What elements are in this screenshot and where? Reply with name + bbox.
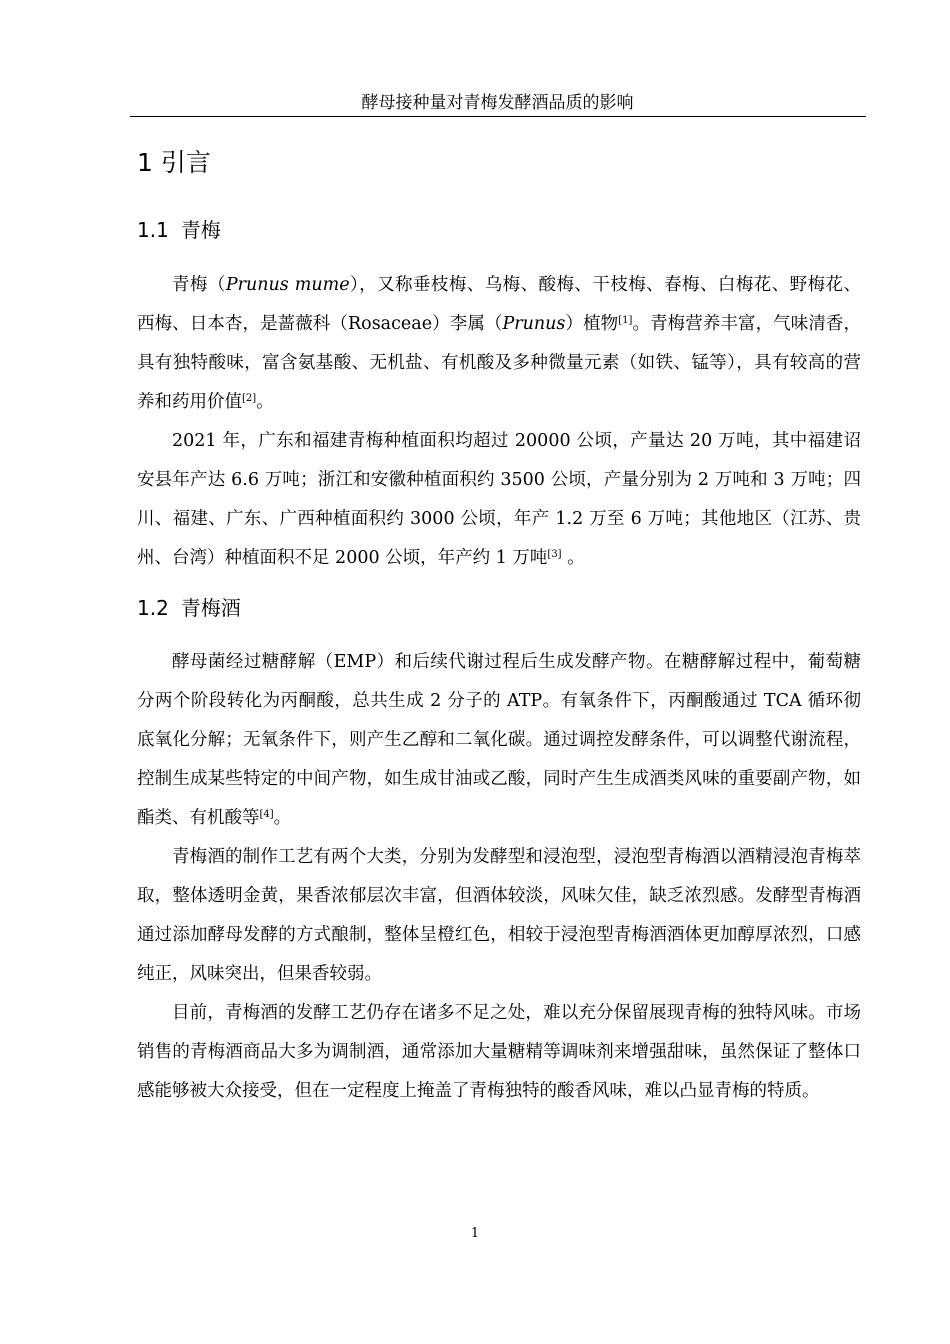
paragraph-wine-types: 青梅酒的制作工艺有两个大类，分别为发酵型和浸泡型，浸泡型青梅酒以酒精浸泡青梅萃取，整体透明金黄，果香浓郁层次丰富，但酒体较淡，风味欠佳，缺乏浓烈感。发酵型青梅酒通过添加酵母发酵的方式酿制，整体呈橙红色，相较于浸泡型青梅酒酒体更加醇厚浓烈，口感纯正，风味突出，但果香较弱。 — [137, 847, 861, 984]
text-run: ），又称垂枝梅、乌梅、酸梅、干枝梅、春梅、白梅花、野梅花、西梅、日本杏，是蔷薇科（Rosaceae）李属（ — [137, 275, 861, 334]
paragraph-qingmei-intro — [137, 266, 861, 422]
paragraph-current-issues: 目前，青梅酒的发酵工艺仍存在诸多不足之处，难以充分保留展现青梅的独特风味。市场销售的青梅酒商品大多为调制酒，通常添加大量糖精等调味剂来增强甜味，虽然保证了整体口感能够被大众接受，但在一定程度上掩盖了青梅独特的酸香风味，难以凸显青梅的特质。 — [137, 1003, 861, 1101]
running-header: 酵母接种量对青梅发酵酒品质的影响 — [361, 93, 634, 113]
latin-name: Prunus — [502, 314, 566, 334]
header-rule — [130, 116, 866, 117]
text-run: ）植物 — [565, 314, 619, 334]
subsection-number: 1.2 — [137, 596, 169, 620]
text-run: 2021 年，广东和福建青梅种植面积均超过 20000 公顷，产量达 20 万吨，其中福建诏安县年产达 6.6 万吨；浙江和安徽种植面积约 3500 公顷，产量分别为 2 万吨和 3 万吨；四川、福建、广东、广西种植面积约 3000 公顷，年产 1.2 万至 6 万吨；其他地区（江苏、贵州、台湾）种植面积不足 2000 公顷，年产约 1 万吨 — [137, 431, 861, 568]
latin-name: Prunus mume — [225, 275, 350, 295]
citation-ref[interactable]: [4] — [259, 809, 274, 820]
citation-ref[interactable]: [1] — [618, 315, 633, 326]
section-heading: 1 引言 — [137, 148, 211, 177]
citation-ref[interactable]: [2] — [242, 393, 257, 404]
subsection-heading-1-2 — [137, 594, 241, 622]
subsection-number: 1.1 — [137, 218, 169, 242]
page-number: 1 — [470, 1226, 480, 1241]
subsection-title: 青梅 — [180, 218, 221, 242]
text-run: 酵母菌经过糖酵解（EMP）和后续代谢过程后生成发酵产物。在糖酵解过程中，葡萄糖分两个阶段转化为丙酮酸，总共生成 2 分子的 ATP。有氧条件下，丙酮酸通过 TCA 循环彻底氧化分解；无氧条件下，则产生乙醇和二氧化碳。通过调控发酵条件，可以调整代谢流程，控制生成某些特定的中间产物，如生成甘油或乙酸，同时产生生成酒类风味的重要副产物，如酯类、有机酸等 — [137, 652, 861, 828]
text-run: 。青梅营养丰富，气味清香，具有独特酸味，富含氨基酸、无机盐、有机酸及多种微量元素（如铁、锰等），具有较高的营养和药用价值 — [137, 314, 862, 412]
citation-ref[interactable]: [3] — [547, 549, 562, 560]
text-run: 。 — [256, 392, 274, 412]
paragraph-yeast-metabolism — [137, 643, 861, 838]
text-run: 青梅（ — [172, 275, 226, 295]
text-run: 。 — [273, 808, 292, 828]
text-run: 。 — [561, 548, 585, 568]
paragraph-qingmei-production — [137, 422, 861, 578]
subsection-title: 青梅酒 — [180, 596, 241, 620]
subsection-heading-1-1 — [137, 216, 221, 244]
